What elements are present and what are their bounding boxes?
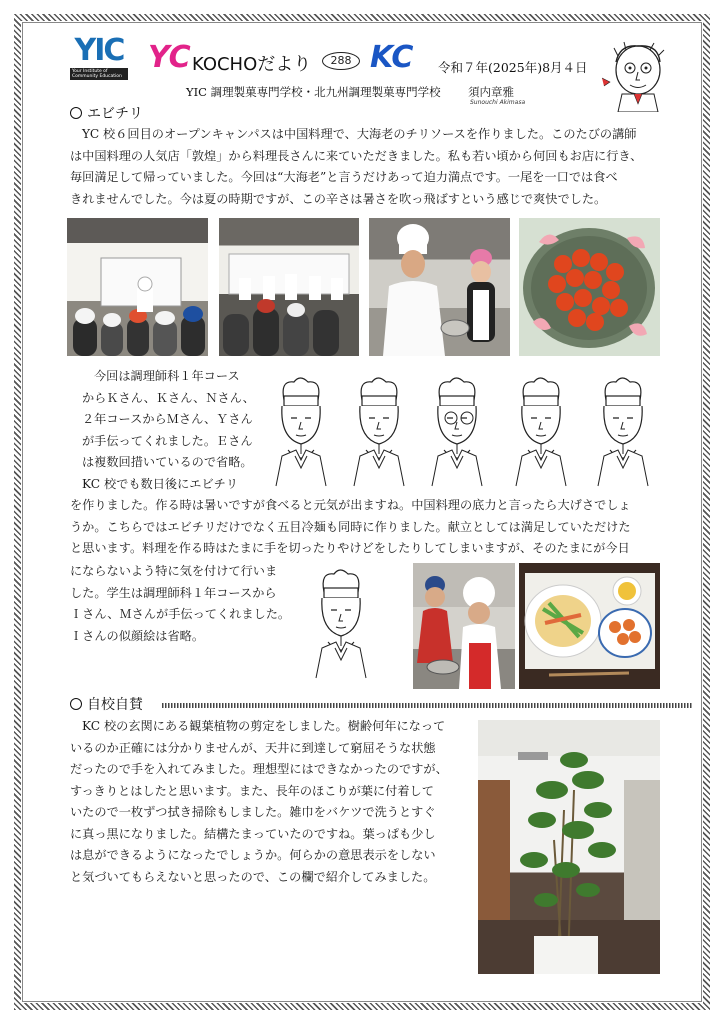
text-line: KC 校でも数日後にエビチリ [82,476,239,491]
photo-kc-cooking [413,563,515,689]
text-line: Ｉさんの似顔絵は省略。 [70,628,205,643]
text-line: を作りました。作る時は暑いですが食べると元気が出ますね。中国料理の底力と言ったら大げさでしょ [70,498,631,512]
student-portrait-m [306,568,376,684]
portrait-n [432,378,482,486]
text-line: した。学生は調理師科１年コースから [70,585,277,600]
text-line: と思います。料理を作る時はたまに手を切ったりやけどをしたりしてしまいますが、そのたまにが今日 [70,541,630,555]
text-line: ２年コースからＭさん、Ｙさん [82,412,253,426]
logo-text: YIC [74,33,124,68]
text-line: は複数回措いているので省略。 [82,455,253,469]
issue-date: 令和７年(2025年)8月４日 [438,60,588,75]
dotted-divider [162,703,692,708]
principal-name: 須内章雅 [468,85,514,99]
text-line: が手伝ってくれました。Ｅさん [82,433,253,448]
photo-ebichiri-dish [519,218,660,356]
text-line: は中国料理の人気店「敦煌」から料理長さんに来ていただきました。私も若い頃から何回もお店に行き、 [70,148,643,163]
text-line: に真っ黒になりました。結構たまっていたのですね。葉っぱも少し [70,826,436,841]
text-line: にならないよう特に気を付けて行いま [70,564,278,578]
photo-chef-cooking [369,218,510,356]
yc-mark: YC [148,40,191,75]
section-heading-ebichiri [70,103,143,123]
portrait-m [516,378,566,486]
photo-demo-kitchen [67,218,208,356]
text-line: YC 校６回目のオープンキャンパスは中国料理で、大海老のチリソースを作りました。このたびの講師 [82,127,637,141]
kc-mark: KC [370,40,414,75]
photo-demo-class [219,218,359,356]
bullet-circle-icon [70,107,82,119]
principal-caricature [596,38,674,112]
text-line: からＫさん、Ｋさん、Ｎさん、 [82,390,255,405]
text-line: 今回は調理師科１年コース [94,369,240,383]
portrait-k1 [276,378,326,486]
section1-kc-text [70,495,631,560]
issue-number: 288 [322,52,360,70]
text-line: だったので手を入れてみました。理想型にはできなかったのですが、 [70,762,448,776]
logo-subtitle: Your Institute of Community Education [70,68,128,80]
text-line: いたので一枚ずつ拭き掃除もしました。雑巾をバケツで洗うとすぐ [70,805,436,819]
text-line: は息ができるようになったでしょうか。何らかの意思表示をしない [70,848,436,862]
text-line: きれませんでした。今は夏の時期ですが、この辛さは暑さを吹っ飛ばすという感じで爽快でした。 [70,191,607,206]
principal-name-roman: Sunouchi Akimasa [470,99,526,106]
newsletter-title: KOCHOだより [192,54,312,75]
photo-kc-dishes [519,563,660,689]
school-names: YIC 調理製菓専門学校・北九州調理製菓専門学校 [186,85,441,99]
portrait-k2 [354,378,404,486]
portrait-y [598,378,648,486]
section1-intro [70,124,642,210]
photo-plant-entrance [478,720,660,974]
text-line: Ｉさん、Ｍさんが手伝ってくれました。 [70,607,291,621]
text-line: 毎回満足して帰っていました。今回は“大海老”と言うだけあって迫力満点です。一尾を一口では食べ [70,170,618,184]
section2-text [70,716,448,888]
yic-logo [70,33,128,82]
text-line: いるのか正確には分かりませんが、天井に到達して窮屈そうな状態 [70,740,436,755]
student-portraits [266,376,666,490]
bullet-circle-icon [70,698,82,710]
section-heading-jikoujisan [70,694,143,714]
text-line: すっきりとはしたと思います。また、長年のほこりが葉に付着して [70,783,434,798]
text-line: と気づいてもらえないと思ったので、この欄で紹介してみました。 [70,869,436,884]
section1-helpers [82,366,255,495]
section1-kc-text-short [70,561,290,647]
text-line: KC 校の玄関にある観葉植物の剪定をしました。樹齢何年になって [82,719,446,733]
section2-heading-text: 自校自賛 [87,697,143,713]
text-line: うか。こちらではエビチリだけでなく五目冷麺も同時に作りました。献立としては満足していただけた [70,519,631,534]
section1-heading-text: エビチリ [87,106,143,122]
